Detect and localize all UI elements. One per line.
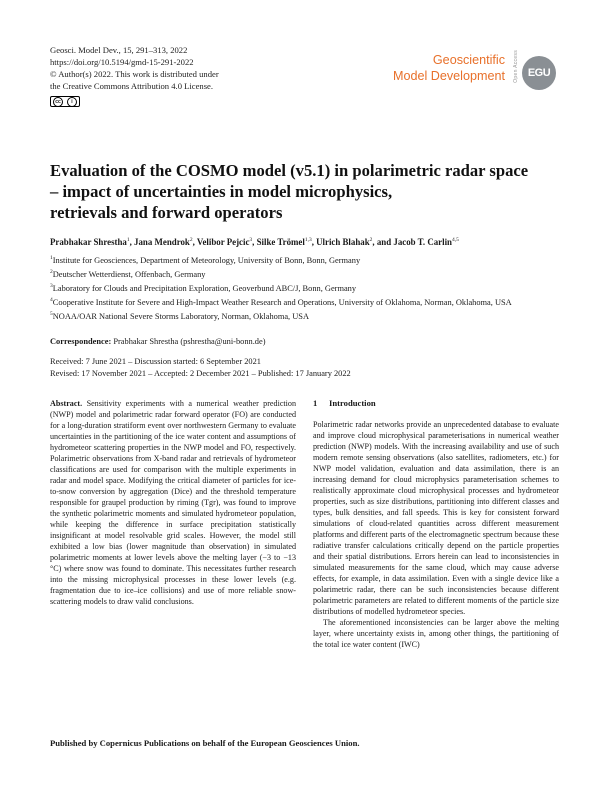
egu-logo-icon: EGU [522, 56, 556, 90]
date-line: Revised: 17 November 2021 – Accepted: 2 December 2021 – Published: 17 January 2022 [50, 368, 351, 378]
affiliation-number: 2 [50, 268, 53, 275]
author-affiliation-ref: 3 [249, 237, 253, 244]
doi-link[interactable]: https://doi.org/10.5194/gmd-15-291-2022 [50, 57, 194, 67]
author-separator: , [129, 237, 135, 247]
cc-by-badge[interactable] [50, 96, 80, 107]
affiliation-number: 1 [50, 255, 53, 261]
abstract-text: Sensitivity experiments with a numerical weather prediction (NWP) model and polarimetric radar forward operator (FO) are conducted for a long-duration stratiform event over northwestern Germany to evaluate uncertainties in the partitioning of the ice water content and assumptions of hydrometeor scattering properties in the NWP model and FO, respectively. Polarimetric observations from X-band radar and retrievals of hydrometeor classifications are used for comparison with the multiple experiments in radar and model space. Modifying the critical diameter of particles for ice-to-snow conversion by aggregation (Dice) and the threshold temperature responsible for graupel production by riming (Tgr), was found to improve the synthetic polarimetric moments and simulated hydrometeor population, while keeping the difference in surface precipitation statistically insignificant at model resolvable grid scales. However, the model still exhibited a low bias (lower magnitude than observation) in simulated polarimetric moments at lower levels above the melting layer (−3 to −13 °C) where snow was found to dominate. This necessitates further research into the missing microphysical processes in these lower levels (e.g. fragmentation due to ice–ice collisions) and use of more reliable snow-scattering models to draw valid conclusions. [50, 399, 297, 606]
author-name: Ulrich Blahak [316, 237, 370, 247]
author-affiliation-ref: 1 [126, 237, 130, 244]
affiliation-number: 3 [50, 282, 53, 289]
license-notice: the Creative Commons Attribution 4.0 License. [50, 81, 214, 91]
affiliation-list [50, 253, 555, 322]
intro-paragraph: The aforementioned inconsistencies can be larger above the melting layer, where uncertainty exists in, among other things, the partitioning of the total ice water content (IWC) [313, 618, 559, 649]
citation: Geosci. Model Dev., 15, 291–313, 2022 [50, 45, 188, 55]
affiliation-text: Institute for Geosciences, Department of Meteorology, University of Bonn, Bonn, Germany [52, 255, 361, 265]
affiliation [50, 281, 555, 294]
cc-icon: cc [53, 97, 63, 107]
article-metadata [50, 44, 219, 92]
author-affiliation-ref: 1,3 [304, 237, 312, 244]
correspondence-label: Correspondence: [50, 337, 112, 346]
intro-paragraph: Polarimetric radar networks provide an unprecedented database to evaluate and improve cloud microphysical parameterisations in numerical weather prediction (NWP) models. With the increasing availability and use of such modern remote sensing observations (also satellites, radiometers, etc.) for NWP model validation, evaluation and data assimilation, there is an increasing demand for cloud microphysics parameterisation schemes to realistically approximate cloud microphysical processes and hydrometeor properties, such as size distributions, partitioning into different classes and types, bulk densities, and fall speeds. This is key for consistent forward simulations of cloud-related quantities across different measurement platforms and different parts of the electromagnetic spectrum because these radiative transfer calculations critically depend on the particle properties and their spatial distributions. Errors herein can lead to inconsistencies in simulated measurements for the same cloud, which may cause adverse effects, for example, in data assimilation. Even with a single device like a polarimetric radar, there can be such inconsistencies because different polarimetric parameters are related to different moments of the particle size distributions of modelled hydrometeor species. [313, 420, 559, 616]
author-name: Velibor Pejcic [196, 237, 250, 247]
author-name: Silke Trömel [256, 237, 305, 247]
by-icon: i [67, 97, 77, 107]
affiliation-text: Cooperative Institute for Severe and High-Impact Weather Research and Operations, University of Oklahoma, Norman, Oklahoma, USA [52, 297, 512, 307]
journal-name: Geoscientific Model Development [392, 53, 505, 83]
publication-dates [50, 356, 351, 379]
author-separator: , [252, 237, 257, 247]
correspondence-text[interactable]: Prabhakar Shrestha (pshrestha@uni-bonn.de) [113, 337, 266, 346]
affiliation [50, 253, 555, 266]
author-list [50, 237, 555, 247]
affiliation [50, 267, 555, 280]
affiliation [50, 295, 555, 308]
author-name: Jacob T. Carlin [393, 237, 452, 247]
author-separator: , [311, 237, 317, 247]
affiliation-number: 4 [50, 296, 53, 303]
author-separator: , and [372, 237, 394, 247]
copyright-notice: © Author(s) 2022. This work is distributed under [50, 69, 219, 79]
correspondence [50, 337, 266, 346]
title-line: Evaluation of the COSMO model (v5.1) in polarimetric radar space [50, 161, 529, 180]
date-line: Received: 7 June 2021 – Discussion started: 6 September 2021 [50, 357, 261, 366]
publisher-footer: Published by Copernicus Publications on behalf of the European Geosciences Union. [50, 738, 360, 748]
open-access-label: Open Access [513, 50, 519, 83]
section-heading-introduction: 1 Introduction [313, 398, 376, 408]
title-line: – impact of uncertainties in model microphysics, [50, 182, 393, 201]
author-name: Jana Mendrok [134, 237, 190, 247]
affiliation-number: 5 [50, 310, 53, 317]
author-separator: , [192, 237, 197, 247]
author-name: Prabhakar Shrestha [50, 237, 127, 247]
abstract-label: Abstract. [50, 399, 83, 408]
affiliation [50, 309, 555, 322]
affiliation-text: NOAA/OAR National Severe Storms Laboratory, Norman, Oklahoma, USA [52, 311, 309, 321]
author-affiliation-ref: 4,5 [451, 237, 459, 244]
affiliation-text: Laboratory for Clouds and Precipitation Exploration, Geoverbund ABC/J, Bonn, Germany [52, 283, 357, 293]
affiliation-text: Deutscher Wetterdienst, Offenbach, Germany [52, 269, 206, 279]
paper-title [50, 160, 550, 223]
author-affiliation-ref: 2 [189, 237, 193, 244]
introduction-body [313, 419, 559, 650]
author-affiliation-ref: 2 [369, 237, 373, 244]
title-line: retrievals and forward operators [50, 203, 283, 222]
abstract [50, 398, 296, 607]
